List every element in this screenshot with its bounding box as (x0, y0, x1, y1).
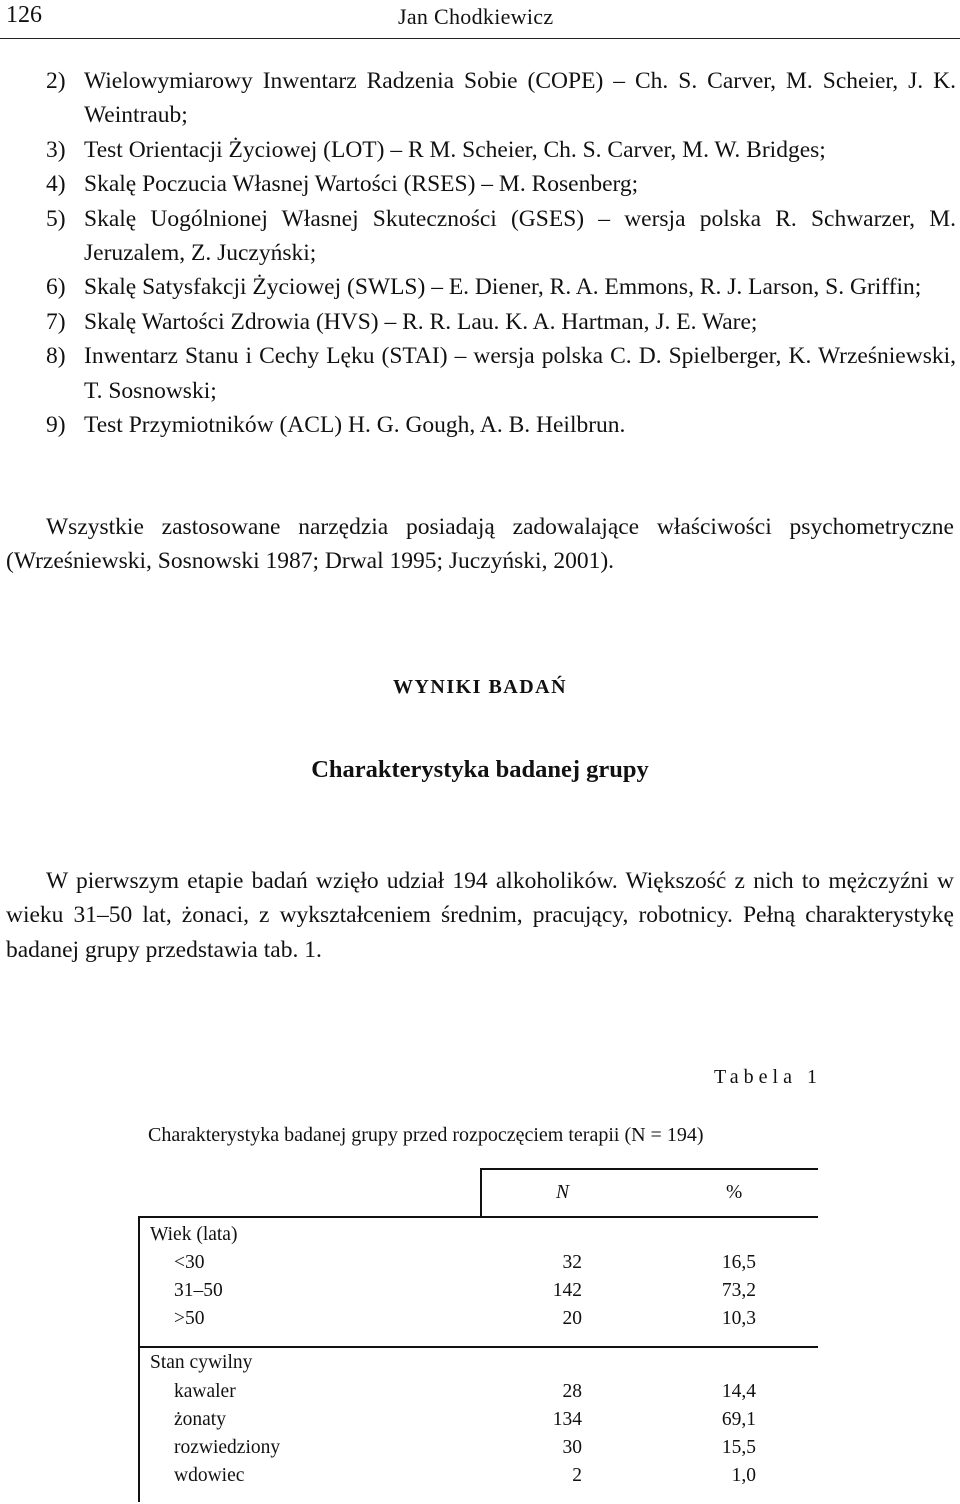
table-header-rule (138, 1216, 818, 1218)
running-header-author: Jan Chodkiewicz (398, 4, 554, 29)
list-item: 5) Skalę Uogólnionej Własnej Skuteczności (GSES) – wersja polska R. Schwarzer, M. Jeruzalem, Z. Juczyński; (46, 205, 956, 267)
table-left-border (138, 1216, 140, 1502)
table-header-percent: % (726, 1182, 743, 1203)
list-item: 8) Inwentarz Stanu i Cechy Lęku (STAI) – wersja polska C. D. Spielberger, K. Wrześniewski, T. Sosnowski; (46, 343, 956, 404)
table-top-rule (480, 1168, 818, 1170)
list-item: 2) Wielowymiarowy Inwentarz Radzenia Sobie (COPE) – Ch. S. Carver, M. Scheier, J. K. Weintraub; (46, 68, 956, 129)
table-row-label: <30 (174, 1252, 205, 1273)
psychometrics-paragraph: Wszystkie zastosowane narzędzia posiadają zadowalające właściwości psychometryczne (Wrześniewski, Sosnowski 1987; Drwal 1995; Juczyński, 2001). (6, 514, 954, 575)
section-heading: WYNIKI BADAŃ (392, 676, 568, 698)
subsection-heading: Charakterystyka badanej grupy (311, 756, 649, 783)
table-cell-n: 30 (562, 1437, 582, 1458)
table-group-rule (138, 1346, 818, 1348)
table-cell-n: 20 (562, 1308, 582, 1329)
table-row-label: 31–50 (174, 1280, 223, 1301)
table-cell-n: 28 (562, 1381, 582, 1402)
table-cell-percent: 1,0 (731, 1465, 756, 1486)
list-item: 7) Skalę Wartości Zdrowia (HVS) – R. R. Lau. K. A. Hartman, J. E. Ware; (46, 308, 758, 335)
table-cell-n: 32 (562, 1252, 582, 1273)
page-number: 126 (6, 2, 42, 28)
table-row-label: żonaty (174, 1409, 226, 1430)
table-cell-n: 142 (552, 1280, 582, 1301)
table-cell-percent: 15,5 (721, 1437, 756, 1458)
instrument-list (46, 64, 956, 442)
table-caption: Charakterystyka badanej grupy przed rozpoczęciem terapii (N = 194) (148, 1124, 704, 1146)
table-header-n: N (556, 1182, 570, 1203)
list-item: 9) Test Przymiotników (ACL) H. G. Gough, A. B. Heilbrun. (46, 412, 626, 439)
results-paragraph: W pierwszym etapie badań wzięło udział 194 alkoholików. Większość z nich to mężczyźni w wieku 31–50 lat, żonaci, z wykształceniem średnim, pracujący, robotnicy. Pełną charakterystykę badanej grupy przedstawia tab. 1. (6, 868, 954, 963)
table-cell-n: 134 (552, 1409, 582, 1430)
list-item: 3) Test Orientacji Życiowej (LOT) – R M. Scheier, Ch. S. Carver, M. W. Bridges; (46, 136, 826, 163)
table-label: Tabela 1 (713, 1066, 822, 1088)
table-group-title: Stan cywilny (150, 1352, 253, 1373)
table-cell-n: 2 (572, 1465, 582, 1486)
table-header-divider (480, 1168, 482, 1216)
list-item: 4) Skalę Poczucia Własnej Wartości (RSES) – M. Rosenberg; (46, 171, 639, 198)
table-cell-percent: 14,4 (721, 1381, 756, 1402)
characteristics-table (138, 1168, 818, 1502)
table-row-label: rozwiedziony (174, 1437, 281, 1458)
table-row-label: >50 (174, 1308, 205, 1329)
table-row-label: wdowiec (174, 1465, 245, 1486)
table-row-label: kawaler (174, 1381, 236, 1402)
list-item: 6) Skalę Satysfakcji Życiowej (SWLS) – E. Diener, R. A. Emmons, R. J. Larson, S. Griffin; (46, 274, 922, 301)
table-group-title: Wiek (lata) (150, 1224, 238, 1245)
table-cell-percent: 73,2 (721, 1280, 756, 1301)
table-cell-percent: 69,1 (721, 1409, 756, 1430)
table-cell-percent: 10,3 (721, 1308, 756, 1329)
table-cell-percent: 16,5 (721, 1252, 756, 1273)
header-rule (0, 38, 960, 39)
